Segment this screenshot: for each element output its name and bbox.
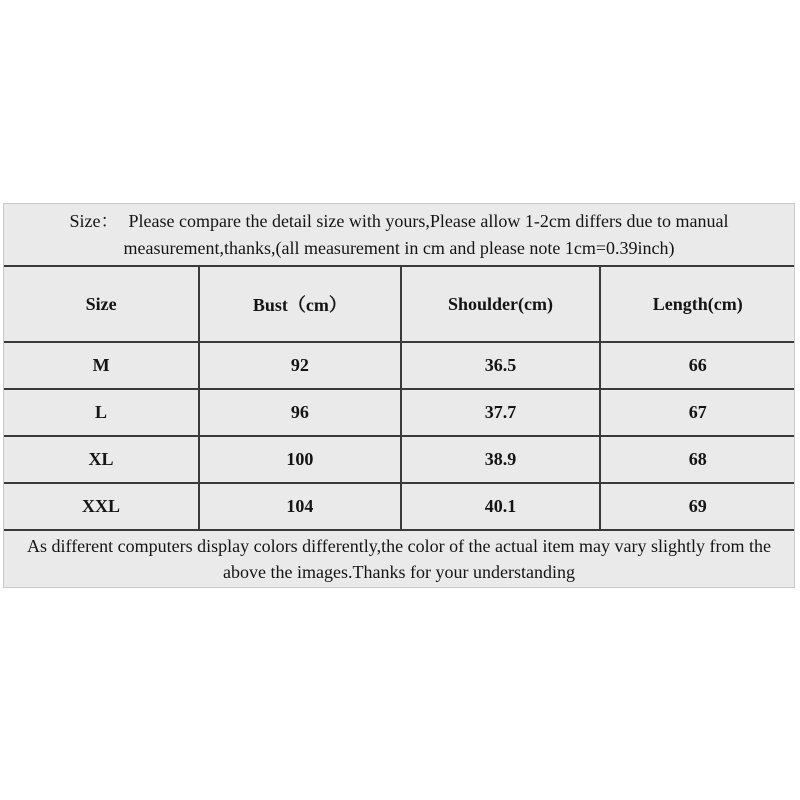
table-row-l <box>4 389 794 436</box>
table-row-xl <box>4 436 794 483</box>
size-label: XXL <box>4 483 199 530</box>
column-header-length: Length(cm) <box>600 266 794 342</box>
table-row-xxl <box>4 483 794 530</box>
size-table <box>4 265 794 531</box>
shoulder-value: 38.9 <box>401 436 601 483</box>
size-note-text: Please compare the detail size with yours,Please allow 1-2cm differs due to manual measurement,thanks,(all measurement in cm and please note 1cm=0.39inch) <box>123 210 729 258</box>
length-value: 69 <box>600 483 794 530</box>
bust-value: 96 <box>199 389 400 436</box>
shoulder-value: 37.7 <box>401 389 601 436</box>
column-header-shoulder: Shoulder(cm) <box>401 266 601 342</box>
size-chart-panel <box>3 203 795 588</box>
shoulder-value: 36.5 <box>401 342 601 389</box>
bust-value: 104 <box>199 483 400 530</box>
length-value: 68 <box>600 436 794 483</box>
table-header-row <box>4 266 794 342</box>
size-note <box>4 204 794 265</box>
size-note-label: Size： <box>69 210 119 231</box>
length-value: 67 <box>600 389 794 436</box>
bust-value: 100 <box>199 436 400 483</box>
size-label: L <box>4 389 199 436</box>
color-disclaimer: As different computers display colors differently,the color of the actual item may vary slightly from the above the images.Thanks for your understanding <box>27 536 771 582</box>
column-header-size: Size <box>4 266 199 342</box>
shoulder-value: 40.1 <box>401 483 601 530</box>
size-note-paragraph <box>66 208 732 262</box>
bust-value: 92 <box>199 342 400 389</box>
size-label: XL <box>4 436 199 483</box>
table-row-m <box>4 342 794 389</box>
length-value: 66 <box>600 342 794 389</box>
size-label: M <box>4 342 199 389</box>
column-header-bust: Bust（cm） <box>199 266 400 342</box>
